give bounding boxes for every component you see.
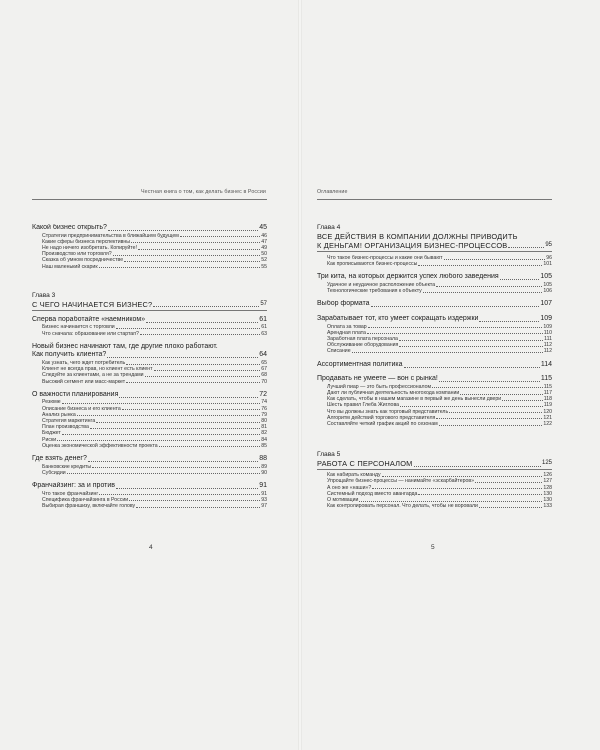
toc-section: О важности планирования 72 xyxy=(32,390,267,398)
toc-section: Ассортиментная политика 114 xyxy=(317,360,552,368)
toc-section: Зарабатывает тот, кто умеет сокращать издержки 109 xyxy=(317,315,552,322)
toc-item: Стратегия маркетинга 80 xyxy=(42,418,267,425)
toc-item: План производства 81 xyxy=(42,424,267,431)
toc-item: Не надо ничего изобретать. Копируйте! 49 xyxy=(42,245,267,251)
toc-section: Сперва поработайте «наемником» 61 xyxy=(32,315,267,323)
toc-item: Как сделать, чтобы в нашем магазине в первый же день вынесли двери 118 xyxy=(327,396,552,403)
page-number-right: 5 xyxy=(431,544,435,551)
toc-item: Шесть правил Глеба Жиглова 119 xyxy=(327,402,552,409)
toc-item: Субсидии 90 xyxy=(42,469,267,476)
chapter-title-block xyxy=(32,300,267,309)
toc-item: Дают ли публичная деятельность многохода компании 117 xyxy=(327,390,552,396)
toc-section: Франчайзинг: за и против 91 xyxy=(32,482,267,490)
toc-item: Обслуживание оборудования 112 xyxy=(327,342,552,349)
chapter-title-block xyxy=(317,459,552,468)
chapter-label: Глава 3 xyxy=(32,291,56,299)
toc-item: Оплата за товар 109 xyxy=(327,323,552,330)
section-title: Какой бизнес открыть? xyxy=(32,224,107,231)
toc-item: Бизнес начинается с торговли 61 xyxy=(42,324,267,331)
chapter-label: Глава 4 xyxy=(317,224,341,231)
toc-item: Упрощайте бизнес-процессы — нанимайте «эскарбайтеров» 127 xyxy=(327,478,552,485)
chapter-title: РАБОТА С ПЕРСОНАЛОМ 125 xyxy=(317,459,552,469)
toc-item: Высокий сегмент или масс-маркет 70 xyxy=(42,378,267,385)
chapter-rule xyxy=(32,310,267,311)
toc-item: Составляйте четкий график акций по сезонам 122 xyxy=(327,421,552,428)
toc-item: Анализ рынка 79 xyxy=(42,411,267,418)
chapter-title-block xyxy=(317,241,552,250)
toc-item: Что вы должны знать как торговый представитель 120 xyxy=(327,408,552,415)
toc-item: А оно же «наши»? 128 xyxy=(327,484,552,491)
toc-section xyxy=(32,224,267,233)
running-head-right: Оглавление xyxy=(317,189,348,195)
toc-item: Удачное и неудачное расположение объекта 105 xyxy=(327,282,552,288)
toc-section: Выбор формата 107 xyxy=(317,300,552,308)
toc-section: Продавать не умеете — вон с рынка! 115 xyxy=(317,375,552,383)
toc-section: Где взять денег? 88 xyxy=(32,455,267,463)
toc-item: Что такое бизнес-процессы и какие они бывают 96 xyxy=(327,255,552,261)
right-page xyxy=(302,0,600,750)
toc-item: Как контролировать персонал. Что делать, чтобы не воровали 133 xyxy=(327,503,552,510)
toc-item: Арендная плата 110 xyxy=(327,329,552,336)
toc-item: Риски 84 xyxy=(42,436,267,443)
toc-item: Описание бизнеса и его клиента 76 xyxy=(42,405,267,412)
chapter-title-line1: ВСЕ ДЕЙСТВИЯ В КОМПАНИИ ДОЛЖНЫ ПРИВОДИТЬ xyxy=(317,232,518,241)
toc-item: Лучший пиар — это быть профессионалом 115 xyxy=(327,383,552,390)
toc-item: Банковские кредиты 89 xyxy=(42,463,267,470)
right-toc xyxy=(317,224,552,509)
toc-item: Резюме 74 xyxy=(42,399,267,406)
toc-item: Бюджет 82 xyxy=(42,430,267,437)
header-rule-left xyxy=(32,199,267,200)
left-page xyxy=(0,0,298,750)
chapter-title: К ДЕНЬГАМ! ОРГАНИЗАЦИЯ БИЗНЕС-ПРОЦЕССОВ 95 xyxy=(317,241,552,250)
toc-item: Стратегии предпринимательства в ближайшем будущем 46 xyxy=(42,232,267,239)
toc-item: Оценка экономической эффективности проекта 85 xyxy=(42,442,267,449)
toc-item: О мотивации 130 xyxy=(327,497,552,504)
toc-item: Заработная плата персонала 111 xyxy=(327,336,552,342)
page-number-left: 4 xyxy=(149,544,153,551)
header-rule-right xyxy=(317,199,552,200)
section-page: 45 xyxy=(259,224,267,231)
chapter-title: С ЧЕГО НАЧИНАЕТСЯ БИЗНЕС? 57 xyxy=(32,299,267,309)
toc-item: Сказка об умном посредничестве 52 xyxy=(42,257,267,264)
chapter-label: Глава 5 xyxy=(317,451,341,459)
toc-item: Технологические требования к объекту 106 xyxy=(327,288,552,295)
toc-item: Как набирать команду 126 xyxy=(327,472,552,479)
toc-item: Специфика франчайзинга в России 93 xyxy=(42,496,267,503)
toc-item: Клиент не всегда прав, но клиент есть клиент 67 xyxy=(42,366,267,373)
toc-section-line1: Новый бизнес начинают там, где другие плохо работают. xyxy=(32,342,218,350)
toc-item: Следуйте за клиентами, а не за трендами 68 xyxy=(42,372,267,379)
running-head-left: Честная книга о том, как делать бизнес в России xyxy=(141,189,266,195)
toc-item: Какие сферы бизнеса перспективны 47 xyxy=(42,238,267,245)
toc-item: Как прописываются бизнес-процессы 101 xyxy=(327,261,552,268)
toc-section: Как получить клиента? 64 xyxy=(32,351,267,359)
toc-item: Что сначала: образование или стартап? 63 xyxy=(42,330,267,337)
left-toc xyxy=(32,224,267,509)
toc-item: Как узнать, чего ждет потребитель 65 xyxy=(42,360,267,366)
toc-item: Системный подход вместо авангарда 130 xyxy=(327,490,552,497)
toc-section: Три кита, на которых держится успех любого заведения 105 xyxy=(317,273,552,281)
toc-item: Алгоритм действий торгового представителя 121 xyxy=(327,414,552,421)
toc-item: Наш маленький скарик 55 xyxy=(42,263,267,270)
toc-item: Выбирая франшизу, включайте голову 97 xyxy=(42,503,267,510)
toc-item: Что такое франчайзинг 91 xyxy=(42,490,267,497)
toc-item: Производство или торговля? 50 xyxy=(42,251,267,258)
toc-item: Списание 112 xyxy=(327,348,552,355)
